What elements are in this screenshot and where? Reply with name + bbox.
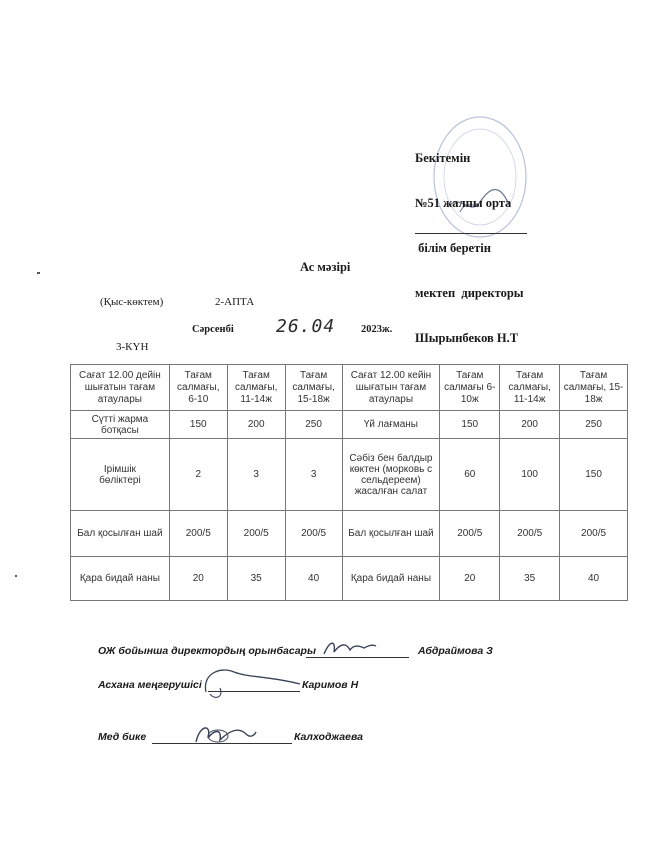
- season-label: (Қыс-көктем): [100, 296, 164, 308]
- table-cell: 150: [169, 411, 227, 439]
- table-cell: 200/5: [285, 511, 342, 557]
- table-cell: 200/5: [560, 511, 628, 557]
- table-cell: 200: [227, 411, 285, 439]
- menu-table: [70, 364, 628, 601]
- table-cell: Бал қосылған шай: [342, 511, 440, 557]
- approval-line-4: мектеп директоры: [415, 286, 524, 300]
- canteen-handwritten-signature: [200, 662, 310, 702]
- table-cell: 200/5: [500, 511, 560, 557]
- table-cell: 20: [169, 557, 227, 601]
- table-cell: 200/5: [169, 511, 227, 557]
- header-cell: Сағат 12.00 кейін шығатын тағам атаулары: [342, 365, 440, 411]
- scan-mark: [37, 272, 40, 274]
- approval-block: [415, 121, 524, 361]
- deputy-signature-label: ОЖ бойынша директордың орынбасары: [98, 645, 316, 657]
- table-cell: 3: [227, 439, 285, 511]
- table-cell: 100: [500, 439, 560, 511]
- approval-line-2: №51 жалпы орта: [415, 196, 512, 210]
- table-row: [71, 511, 628, 557]
- table-row: [71, 557, 628, 601]
- table-cell: 250: [285, 411, 342, 439]
- approval-line-3: білім беретін: [415, 241, 491, 255]
- header-cell: Тағам салмағы 6-10ж: [440, 365, 500, 411]
- table-cell: 40: [285, 557, 342, 601]
- table-cell: Ірімшік бөліктері: [71, 439, 170, 511]
- table-cell: Бал қосылған шай: [71, 511, 170, 557]
- canteen-name: Каримов Н: [302, 679, 359, 691]
- canteen-signature-label: Асхана меңгерушісі: [98, 679, 202, 691]
- table-cell: Сүтті жарма ботқасы: [71, 411, 170, 439]
- table-cell: Қара бидай наны: [342, 557, 440, 601]
- approval-line-5: Шырынбеков Н.Т: [415, 331, 519, 345]
- table-row: [71, 439, 628, 511]
- table-cell: 35: [500, 557, 560, 601]
- table-row: [71, 411, 628, 439]
- table-cell: Қара бидай наны: [71, 557, 170, 601]
- header-cell: Тағам салмағы, 15-18ж: [560, 365, 628, 411]
- handwritten-date: 26.04: [276, 316, 336, 337]
- day-label: 3-КҮН: [116, 341, 149, 353]
- table-header-row: [71, 365, 628, 411]
- week-label: 2-АПТА: [215, 296, 255, 308]
- weekday-label: Сәрсенбі: [192, 324, 234, 335]
- document-title: Ас мәзірі: [300, 260, 351, 274]
- table-cell: Үй лағманы: [342, 411, 440, 439]
- table-cell: 60: [440, 439, 500, 511]
- deputy-name: Абдраймова З: [418, 645, 493, 657]
- nurse-signature-label: Мед бике: [98, 731, 147, 743]
- approval-signature-line: [415, 233, 527, 234]
- header-cell: Тағам салмағы, 11-14ж: [227, 365, 285, 411]
- table-cell: 150: [440, 411, 500, 439]
- header-cell: Тағам салмағы, 11-14ж: [500, 365, 560, 411]
- year-label: 2023ж.: [361, 324, 393, 335]
- table-cell: 35: [227, 557, 285, 601]
- table-cell: 200: [500, 411, 560, 439]
- scan-mark: [15, 575, 17, 577]
- nurse-name: Калходжаева: [294, 731, 364, 743]
- table-cell: 40: [560, 557, 628, 601]
- header-cell: Сағат 12.00 дейін шығатын тағам атаулары: [71, 365, 170, 411]
- table-cell: 150: [560, 439, 628, 511]
- header-cell: Тағам салмағы, 15-18ж: [285, 365, 342, 411]
- table-cell: 3: [285, 439, 342, 511]
- nurse-handwritten-signature: [190, 720, 260, 748]
- table-cell: 2: [169, 439, 227, 511]
- table-cell: Сәбіз бен балдыр көктен (морковь с сельдереем) жасалған салат: [342, 439, 440, 511]
- header-cell: Тағам салмағы, 6-10: [169, 365, 227, 411]
- deputy-handwritten-signature: [320, 636, 380, 660]
- table-cell: 200/5: [440, 511, 500, 557]
- table-cell: 200/5: [227, 511, 285, 557]
- table-cell: 250: [560, 411, 628, 439]
- approval-line-1: Бекітемін: [415, 151, 471, 165]
- table-cell: 20: [440, 557, 500, 601]
